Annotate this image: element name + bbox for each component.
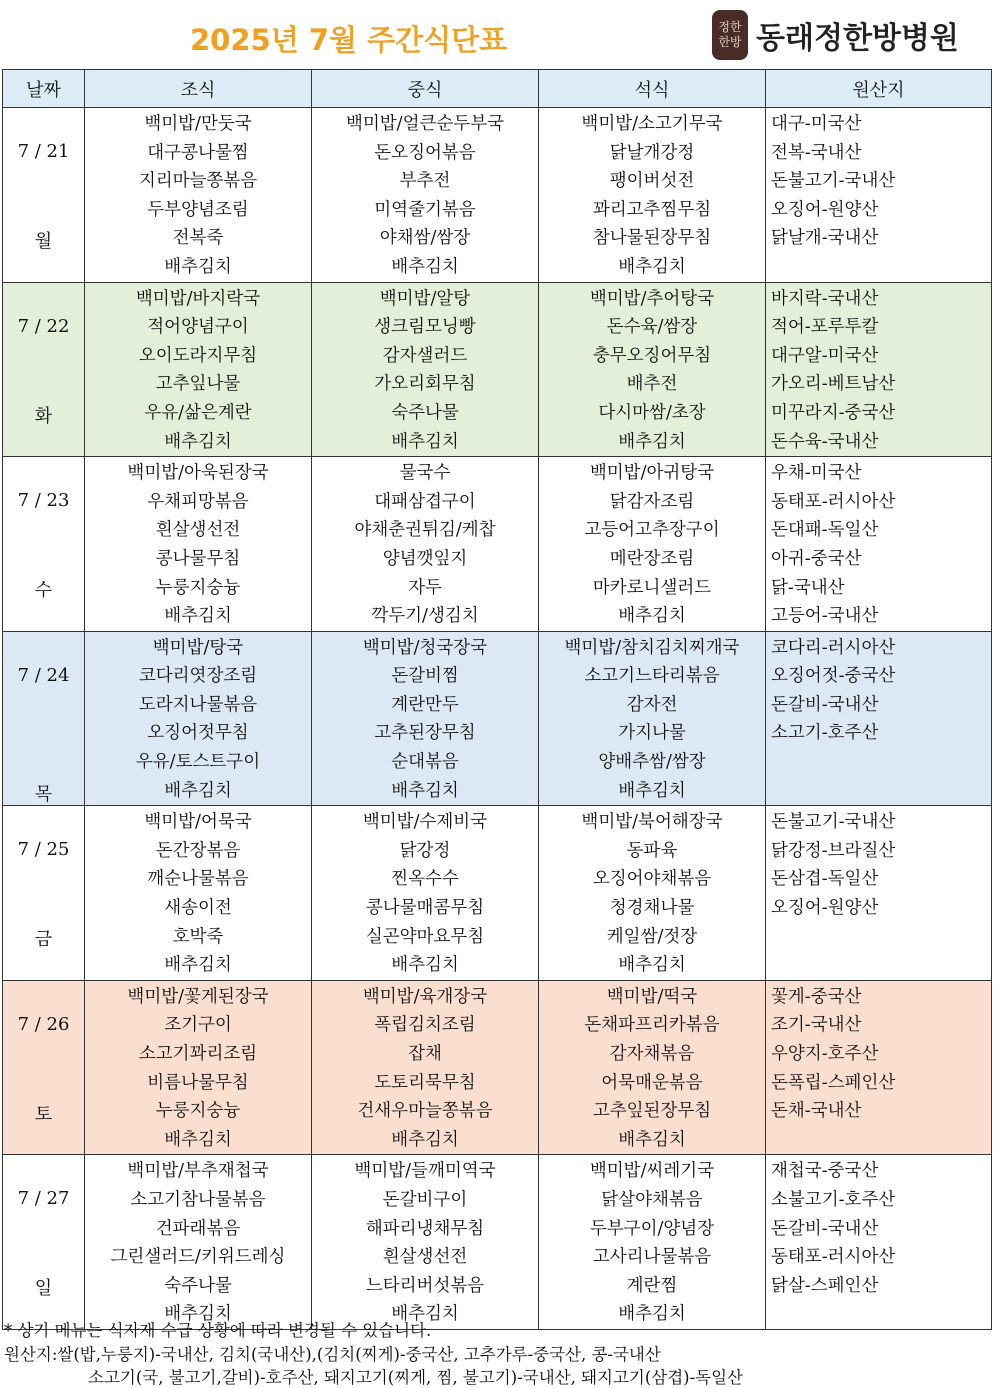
menu-item: 감자샐러드 [382,345,468,366]
menu-item: 닭날개강정 [609,142,695,163]
origin-item: 오징어-원양산 [771,898,879,919]
dinner-cell [539,282,766,457]
day-weekday: 일 [34,1278,53,1300]
day-cell [3,1155,85,1330]
origin-item: 대구-미국산 [771,114,862,134]
day-row [3,282,992,457]
menu-item: 흰살생선전 [155,520,241,541]
day-row [3,631,992,806]
weekly-menu-table [2,69,992,1330]
origin-item: 가오리-베트남산 [771,374,896,395]
menu-item: 돈갈비찜 [391,666,459,687]
menu-item: 실곤약마요무침 [365,926,485,947]
menu-item: 백미밥/아욱된장국 [127,463,269,484]
day-row [3,108,992,283]
origin-item: 돈채-국내산 [771,1101,862,1122]
menu-item: 케일쌈/젓장 [606,926,698,947]
day-date: 7 / 26 [17,1013,70,1035]
dinner-cell [539,980,766,1155]
menu-item: 배추김치 [164,431,232,452]
table-header-row [3,70,992,108]
menu-item: 물국수 [399,463,451,484]
menu-item: 콩나물매콤무침 [365,898,485,919]
origin-item: 동태포-러시아산 [771,491,896,512]
day-weekday: 수 [34,580,53,602]
menu-item: 배추김치 [391,431,459,452]
menu-item: 메란장조림 [609,548,695,569]
menu-item: 비름나물무침 [147,1072,249,1093]
menu-item: 마카로니샐러드 [592,577,712,598]
dinner-cell [539,1155,766,1330]
day-date: 7 / 22 [17,315,70,337]
menu-item: 백미밥/바지락국 [135,288,261,309]
menu-item: 꽈리고추찜무침 [592,199,712,220]
origin-item: 재첩국-중국산 [771,1161,879,1182]
breakfast-cell [85,1155,312,1330]
hospital-name: 동래정한방병원 [756,21,959,56]
origin-item: 돈대패-독일산 [771,520,879,541]
menu-item: 호박죽 [172,926,224,947]
day-date: 7 / 23 [17,490,70,512]
menu-item: 가지나물 [618,723,686,744]
menu-item: 배추김치 [391,1304,459,1325]
menu-item: 돈오징어볶음 [374,142,476,163]
lunch-cell [312,1155,539,1330]
menu-item: 야채쌈/쌈장 [379,228,471,249]
menu-item: 누룽지숭늉 [155,577,241,598]
menu-item: 백미밥/꽃게된장국 [127,986,269,1007]
origin-item: 동태포-러시아산 [771,1247,896,1268]
menu-item: 폭립김치조림 [374,1015,476,1036]
menu-item: 오징어젓무침 [147,723,249,744]
origin-item: 코다리-러시아산 [771,637,896,658]
menu-item: 감자전 [626,694,678,715]
origin-item: 닭-국내산 [771,577,845,598]
origin-item: 아귀-중국산 [771,548,862,569]
menu-item: 두부구이/양념장 [589,1218,715,1239]
menu-item: 미역줄기볶음 [374,199,476,220]
day-cell [3,631,85,806]
origin-item: 소불고기-호주산 [771,1189,896,1210]
day-date: 7 / 24 [17,664,70,686]
origin-item: 닭날개-국내산 [771,228,879,249]
day-row [3,980,992,1155]
dinner-cell [539,806,766,981]
breakfast-cell [85,282,312,457]
menu-item: 조기구이 [164,1015,232,1036]
menu-item: 양배추쌈/쌈장 [598,752,706,773]
header-origin: 원산지 [766,70,992,108]
menu-item: 백미밥/탕국 [152,637,244,658]
menu-item: 백미밥/소고기무국 [581,114,723,134]
menu-item: 배추전 [626,374,678,395]
day-weekday: 월 [34,231,53,252]
menu-item: 배추김치 [618,780,686,801]
menu-item: 소고기꽈리조림 [138,1044,258,1064]
menu-item: 참나물된장무침 [592,228,712,249]
menu-item: 계란찜 [626,1275,678,1296]
menu-item: 백미밥/얼큰순두부국 [345,114,505,134]
menu-item: 대구콩나물찜 [147,142,249,163]
menu-item: 백미밥/청국장국 [362,637,488,658]
origin-item: 닭강정-브라질산 [771,840,896,861]
dinner-cell [539,108,766,283]
menu-item: 백미밥/들깨미역국 [354,1161,496,1182]
menu-item: 배추김치 [164,606,232,627]
menu-item: 어묵매운볶음 [601,1072,703,1093]
menu-item: 배추김치 [618,431,686,452]
menu-item: 배추김치 [618,1304,686,1325]
menu-item: 오징어야채볶음 [592,869,712,890]
menu-item: 돈간장볶음 [155,840,241,861]
header-date: 날짜 [3,70,85,108]
menu-item: 배추김치 [164,1304,232,1325]
menu-item: 배추김치 [164,955,232,976]
menu-item: 흰살생선전 [382,1247,468,1268]
menu-item: 배추김치 [618,256,686,277]
hospital-logo [712,10,959,60]
origin-item: 대구알-미국산 [771,345,879,366]
menu-item: 닭살야채볶음 [601,1189,703,1210]
day-weekday: 목 [34,783,53,805]
menu-item: 돈채파프리카볶음 [584,1015,720,1036]
menu-item: 가오리회무침 [374,374,476,395]
menu-item: 건새우마늘쫑볶음 [357,1101,493,1122]
menu-item: 배추김치 [391,1129,459,1150]
origin-item: 돈불고기-국내산 [771,812,896,833]
menu-item: 백미밥/아귀탕국 [589,463,715,484]
menu-item: 감자채볶음 [609,1044,695,1064]
breakfast-cell [85,457,312,632]
origin-item: 소고기-호주산 [771,723,879,744]
origin-note-line1: 원산지:쌀(밥,누룽지)-국내산, 김치(국내산),(김치(찌게)-중국산, 고추가루-중국산, 콩-국내산 [4,1345,661,1364]
origin-cell [766,282,992,457]
header-dinner: 석식 [539,70,766,108]
menu-item: 순대볶음 [391,752,459,773]
header-breakfast: 조식 [85,70,312,108]
lunch-cell [312,108,539,283]
menu-item: 백미밥/육개장국 [362,986,488,1007]
menu-item: 느타리버섯볶음 [365,1275,485,1296]
day-weekday: 화 [34,405,53,427]
menu-item: 배추김치 [164,780,232,801]
breakfast-cell [85,806,312,981]
origin-cell [766,980,992,1155]
origin-item: 돈불고기-국내산 [771,171,896,192]
breakfast-cell [85,980,312,1155]
day-date: 7 / 27 [17,1188,70,1210]
origin-item: 닭살-스페인산 [771,1275,879,1296]
menu-item: 고추잎된장무침 [592,1101,712,1122]
menu-item: 백미밥/어묵국 [144,812,252,833]
menu-item: 콩나물무침 [155,548,241,569]
menu-item: 백미밥/알탕 [379,288,471,309]
menu-item: 닭강정 [399,840,451,861]
origin-item: 우채-미국산 [771,463,862,484]
menu-item: 닭감자조림 [609,491,695,512]
day-weekday: 토 [34,1103,53,1125]
menu-item: 백미밥/떡국 [606,986,698,1007]
menu-item: 해파리냉채무침 [365,1218,485,1239]
origin-item: 돈폭립-스페인산 [771,1072,896,1093]
menu-item: 배추김치 [164,256,232,277]
day-cell [3,108,85,283]
menu-item: 건파래볶음 [155,1218,241,1239]
menu-item: 도토리묵무침 [374,1072,476,1093]
origin-cell [766,806,992,981]
origin-note-line2: 소고기(국, 불고기,갈비)-호주산, 돼지고기(찌게, 찜, 불고기)-국내산, 돼지고기(삼겹)-독일산 [88,1368,743,1387]
menu-item: 백미밥/수제비국 [362,812,488,833]
origin-item: 미꾸라지-중국산 [771,402,896,423]
menu-item: 지리마늘쫑볶음 [138,171,258,192]
day-weekday: 금 [34,929,53,951]
lunch-cell [312,806,539,981]
origin-item: 오징어-원양산 [771,199,879,220]
header-lunch: 중식 [312,70,539,108]
breakfast-cell [85,108,312,283]
menu-title: 2025년 7월 주간식단표 [190,23,508,57]
origin-item: 돈삼겹-독일산 [771,869,879,890]
menu-item: 백미밥/씨레기국 [589,1161,715,1182]
menu-item: 배추김치 [391,256,459,277]
menu-item: 야채춘권튀김/케찹 [354,520,496,541]
day-cell [3,282,85,457]
day-row [3,1155,992,1330]
menu-item: 그린샐러드/키위드레싱 [110,1247,286,1268]
day-cell [3,980,85,1155]
menu-item: 고추잎나물 [155,374,241,395]
origin-cell [766,1155,992,1330]
menu-item: 우유/토스트구이 [135,752,261,773]
menu-item: 양념깻잎지 [382,548,468,569]
origin-item: 돈갈비-국내산 [771,1218,879,1239]
origin-item: 돈수육-국내산 [771,431,879,452]
origin-item: 오징어젓-중국산 [771,666,896,687]
menu-item: 새송이전 [164,898,232,919]
menu-item: 청경채나물 [609,898,695,919]
menu-item: 잡채 [408,1044,442,1064]
menu-item: 두부양념조림 [147,199,249,220]
dinner-cell [539,457,766,632]
menu-item: 자두 [408,577,442,598]
lunch-cell [312,980,539,1155]
menu-item: 부추전 [399,171,451,192]
origin-item: 우양지-호주산 [771,1044,879,1064]
day-cell [3,457,85,632]
menu-item: 숙주나물 [391,402,459,423]
menu-item: 코다리엿장조림 [138,666,258,687]
menu-item: 도라지나물볶음 [138,694,258,715]
menu-item: 백미밥/부추재첩국 [127,1161,269,1182]
menu-item: 배추김치 [164,1129,232,1150]
menu-item: 소고기느타리볶음 [584,666,720,687]
menu-item: 동파육 [626,840,678,861]
origin-item: 돈갈비-국내산 [771,694,879,715]
day-date: 7 / 21 [17,141,70,162]
origin-item: 조기-국내산 [771,1015,862,1036]
menu-item: 백미밥/참치김치찌개국 [564,637,740,658]
menu-item: 배추김치 [391,780,459,801]
menu-item: 충무오징어무침 [592,345,712,366]
origin-item: 바지락-국내산 [771,288,879,309]
origin-cell [766,631,992,806]
origin-item: 전복-국내산 [771,142,862,163]
day-row [3,457,992,632]
menu-item: 깍두기/생김치 [371,606,479,627]
menu-item: 대패삼겹구이 [374,491,476,512]
menu-item: 돈갈비구이 [382,1189,468,1210]
menu-item: 다시마쌈/초장 [598,402,706,423]
day-row [3,806,992,981]
origin-item: 꽃게-중국산 [771,986,862,1007]
menu-item: 백미밥/만둣국 [144,114,252,134]
origin-item: 고등어-국내산 [771,606,879,627]
hospital-seal-icon: 정한 한방 [712,10,748,60]
menu-item: 깨순나물볶음 [147,869,249,890]
menu-item: 전복죽 [172,228,224,249]
day-date: 7 / 25 [17,839,70,861]
menu-item: 고사리나물볶음 [592,1247,712,1268]
origin-item: 적어-포루투칼 [771,317,879,338]
menu-item: 배추김치 [618,606,686,627]
day-cell [3,806,85,981]
menu-item: 팽이버섯전 [609,171,695,192]
menu-item: 백미밥/추어탕국 [589,288,715,309]
menu-item: 백미밥/북어해장국 [581,812,723,833]
menu-item: 우유/삶은계란 [144,402,252,423]
menu-item: 배추김치 [618,1129,686,1150]
lunch-cell [312,282,539,457]
change-notice: * 상기 메뉴는 식자재 수급 상황에 따라 변경될 수 있습니다. [4,1321,432,1340]
menu-item: 숙주나물 [164,1275,232,1296]
menu-item: 생크림모닝빵 [374,317,476,338]
origin-cell [766,457,992,632]
menu-item: 적어양념구이 [147,317,249,338]
menu-item: 돈수육/쌈장 [606,317,698,338]
breakfast-cell [85,631,312,806]
menu-item: 고추된장무침 [374,723,476,744]
lunch-cell [312,457,539,632]
menu-item: 소고기참나물볶음 [130,1189,266,1210]
dinner-cell [539,631,766,806]
menu-item: 계란만두 [391,694,459,715]
menu-item: 우채피망볶음 [147,491,249,512]
origin-cell [766,108,992,283]
menu-item: 오이도라지무침 [138,345,258,366]
menu-item: 배추김치 [618,955,686,976]
menu-item: 배추김치 [391,955,459,976]
menu-item: 고등어고추장구이 [584,520,720,541]
menu-item: 누룽지숭늉 [155,1101,241,1122]
menu-item: 찐옥수수 [391,869,459,890]
lunch-cell [312,631,539,806]
